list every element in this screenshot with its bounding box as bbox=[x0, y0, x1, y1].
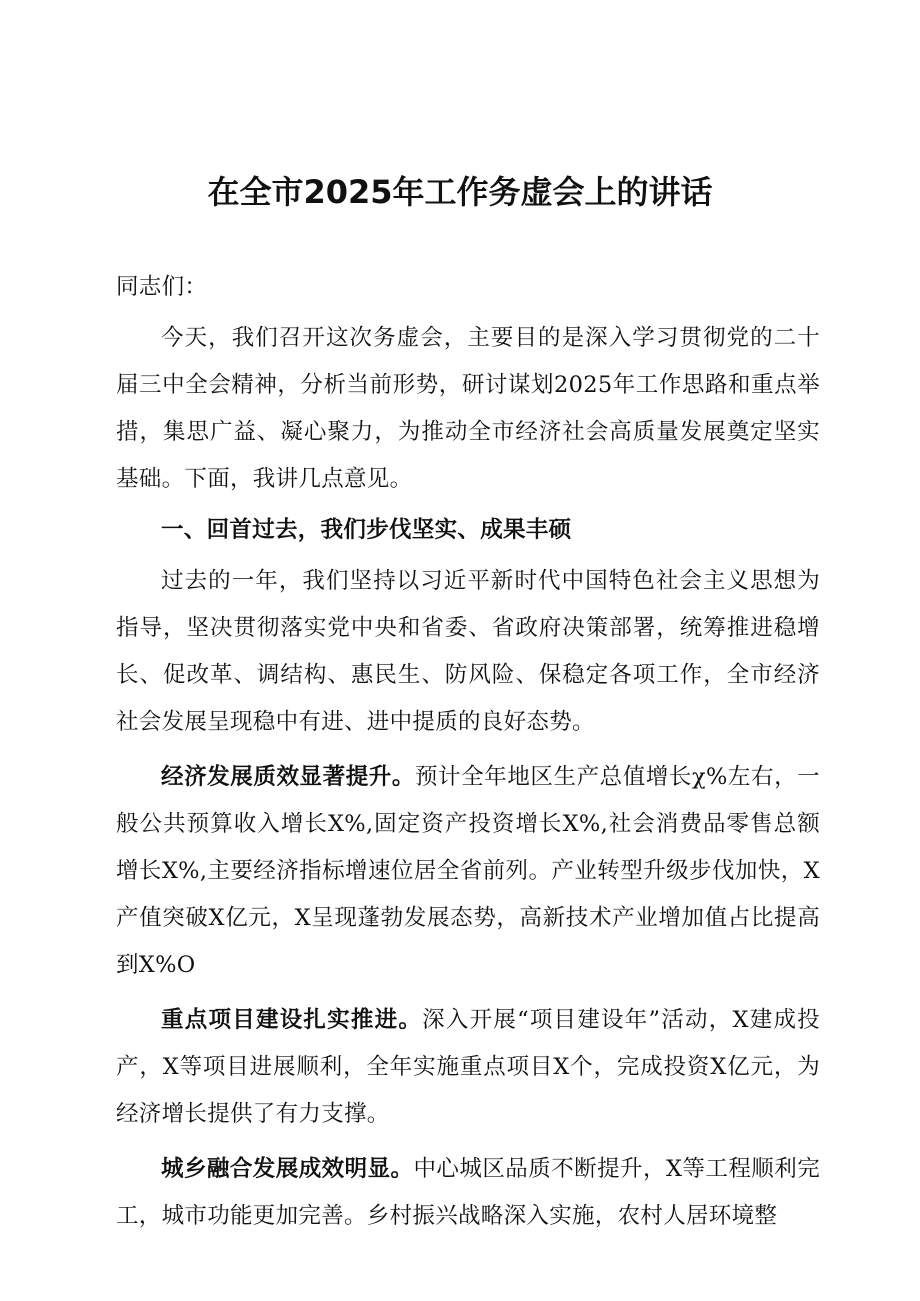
economy-paragraph bbox=[116, 754, 820, 989]
economy-text: 预计全年地区生产总值增长χ%左右，一般公共预算收入增长X%,固定资产投资增长X%,社会消费品零售总额增长X%,主要经济指标增速位居全省前列。产业转型升级步伐加快，X产值突破X亿元，X呈现蓬勃发展态势，高新技术产业增加值占比提高到X%O bbox=[116, 764, 820, 978]
section1-intro-paragraph: 过去的一年，我们坚持以习近平新时代中国特色社会主义思想为指导，坚决贯彻落实党中央和省委、省政府决策部署，统筹推进稳增长、促改革、调结构、惠民生、防风险、保稳定各项工作，全市经济社会发展呈现稳中有进、进中提质的良好态势。 bbox=[116, 568, 820, 735]
intro-paragraph: 今天，我们召开这次务虚会，主要目的是深入学习贯彻党的二十届三中全会精神，分析当前形势，研讨谋划2025年工作思路和重点举措，集思广益、凝心聚力，为推动全市经济社会高质量发展奠定坚实基础。下面，我讲几点意见。 bbox=[116, 325, 820, 492]
document-body bbox=[116, 264, 820, 1240]
projects-text: 深入开展“项目建设年”活动，X建成投产，X等项目进展顺利，全年实施重点项目X个，完成投资X亿元，为经济增长提供了有力支撑。 bbox=[116, 1007, 820, 1127]
urban-rural-paragraph bbox=[116, 1146, 820, 1240]
projects-paragraph bbox=[116, 997, 820, 1138]
urban-rural-text: 中心城区品质不断提升，X等工程顺利完工，城市功能更加完善。乡村振兴战略深入实施，农村人居环境整 bbox=[116, 1156, 820, 1229]
urban-rural-lead: 城乡融合发展成效明显。 bbox=[161, 1156, 414, 1182]
section-heading-1: 一、回首过去，我们步伐坚实、成果丰硕 bbox=[161, 517, 572, 543]
document-title: 在全市2025年工作务虚会上的讲话 bbox=[207, 173, 713, 211]
projects-lead: 重点项目建设扎实推进。 bbox=[161, 1007, 423, 1033]
economy-lead: 经济发展质效显著提升。 bbox=[161, 764, 415, 790]
salutation: 同志们： bbox=[116, 274, 208, 300]
